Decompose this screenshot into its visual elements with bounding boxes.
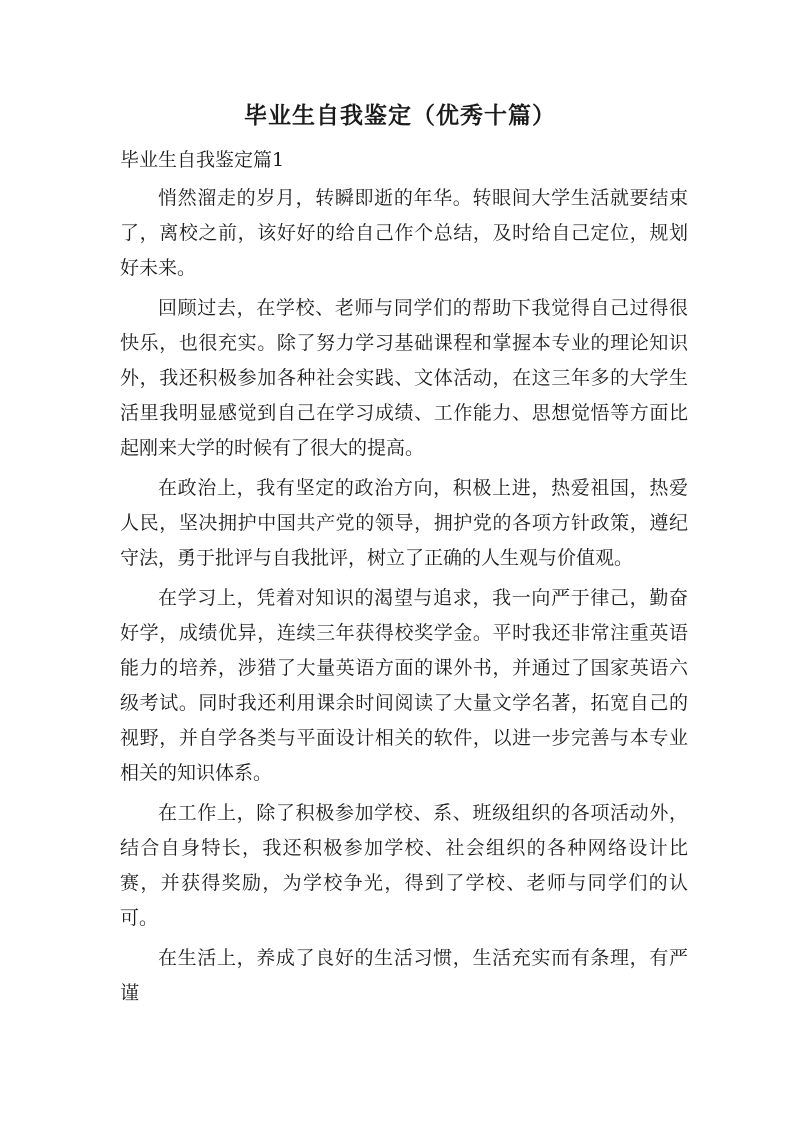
document-title: 毕业生自我鉴定（优秀十篇） xyxy=(244,102,556,129)
paragraph-work: 在工作上，除了积极参加学校、系、班级组织的各项活动外，结合自身特长，我还积极参加学校、社会组织的各种网络设计比赛，并获得奖励，为学校争光，得到了学校、老师与同学们的认可。 xyxy=(120,802,688,929)
paragraph-life: 在生活上，养成了良好的生活习惯，生活充实而有条理，有严谨 xyxy=(120,947,688,1004)
paragraph-politics: 在政治上，我有坚定的政治方向，积极上进，热爱祖国，热爱人民，坚决拥护中国共产党的领导，拥护党的各项方针政策，遵纪守法，勇于批评与自我批评，树立了正确的人生观与价值观。 xyxy=(120,477,688,569)
paragraph-review: 回顾过去，在学校、老师与同学们的帮助下我觉得自己过得很快乐，也很充实。除了努力学习基础课程和掌握本专业的理论知识外，我还积极参加各种社会实践、文体活动，在这三年多的大学生活里我明显感觉到自己在学习成绩、工作能力、思想觉悟等方面比起刚来大学的时候有了很大的提高。 xyxy=(120,297,688,459)
section-heading: 毕业生自我鉴定篇1 xyxy=(120,149,285,171)
paragraph-intro: 悄然溜走的岁月，转瞬即逝的年华。转眼间大学生活就要结束了，离校之前，该好好的给自己作个总结，及时给自己定位，规划好未来。 xyxy=(120,187,688,279)
paragraph-study: 在学习上，凭着对知识的渴望与追求，我一向严于律己，勤奋好学，成绩优异，连续三年获得校奖学金。平时我还非常注重英语能力的培养，涉猎了大量英语方面的课外书，并通过了国家英语六级考试。同时我还利用课余时间阅读了大量文学名著，拓宽自己的视野，并自学各类与平面设计相关的软件，以进一步完善与本专业相关的知识体系。 xyxy=(120,587,688,784)
